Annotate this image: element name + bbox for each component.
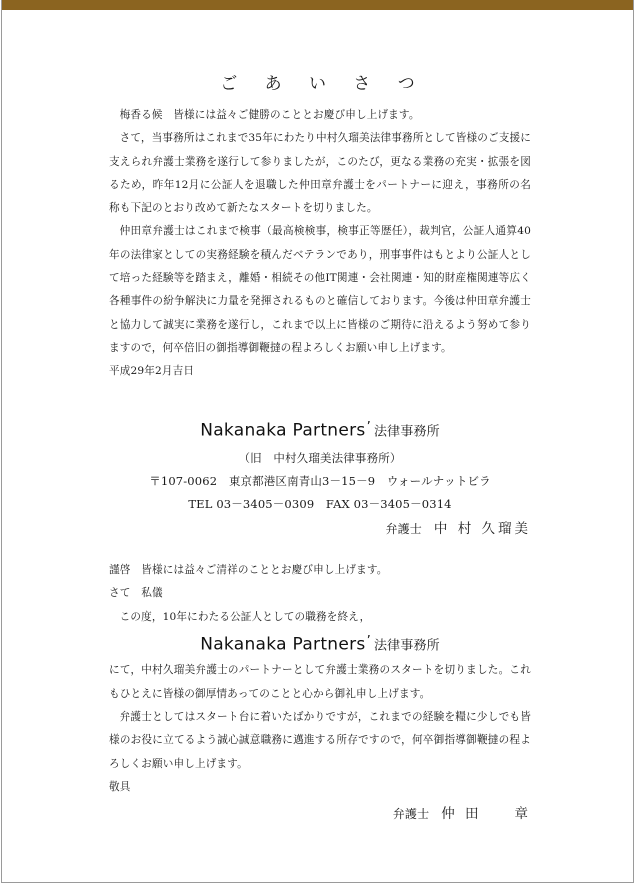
signature-nakada xyxy=(109,799,531,829)
greeting-paragraph: 梅香る候 皆様には益々ご健勝のこととお慶び申し上げます。 xyxy=(119,109,420,121)
firm-suffix: 法律事務所 xyxy=(374,638,440,654)
lawyer-name: 仲 田 章 xyxy=(441,806,531,823)
firm-address: 〒107-0062 東京都港区南青山3－15－9 ウォールナットビラ xyxy=(149,473,491,488)
firm-logo-mark: ’ xyxy=(366,633,372,649)
firm-suffix: 法律事務所 xyxy=(374,424,440,440)
letter-page xyxy=(1,0,634,883)
second-paragraph: にて，中村久瑠美弁護士のパートナーとして弁護士業務のスタートを切りました。これもひとえに皆様の御厚情あってのことと心から御礼申し上げます。 xyxy=(109,664,531,700)
second-paragraph: 弁護士としてはスタート台に着いたばかりですが，これまでの経験を糧に少しでも皆様のお役に立てるよう誠心誠意職務に邁進する所存ですので，何卒御指導御鞭撻の程よろしくお願い申し上げます。 xyxy=(109,711,531,770)
firm-info xyxy=(109,414,531,542)
greeting-section xyxy=(109,104,531,384)
page-title: ご あ い さ つ xyxy=(220,74,426,95)
second-line: この度，10年にわたる公証人としての職務を終え， xyxy=(119,610,371,623)
second-opening: 謹啓 皆様には益々ご清祥のこととお慶び申し上げます。 xyxy=(109,564,388,576)
firm-former-name: （旧 中村久瑠美法律事務所） xyxy=(238,450,402,465)
firm-name xyxy=(109,414,531,447)
lawyer-title: 弁護士 xyxy=(385,521,422,536)
firm-logo-text: Nakanaka Partners xyxy=(200,634,366,655)
closing-word: 敬具 xyxy=(109,780,131,793)
second-greeting-section xyxy=(109,559,531,829)
top-accent-bar xyxy=(2,0,633,10)
signature-nakamura xyxy=(109,516,531,542)
firm-logo-text: Nakanaka Partners xyxy=(200,420,366,441)
lawyer-title: 弁護士 xyxy=(392,807,430,822)
firm-logo-mark: ’ xyxy=(366,420,372,435)
firm-name-inline xyxy=(109,629,531,660)
greeting-paragraph: 仲田章弁護士はこれまで検事（最高検検事，検事正等歴任），裁判官，公証人通算40年の法律家としての実務経験を積んだベテランであり，刑事事件はもとより公証人として培った経験等を踏まえ，離婚・相続その他IT関連・会社関連・知的財産権関連等広く各種事件の紛争解決に力量を発揮されるものと確信しております。今後は仲田章弁護士と協力して誠実に業務を遂行し，これまで以上に皆様のご期待に沿えるよう努めて参りますので，何卒倍旧の御指導御鞭撻の程よろしくお願い申し上げます。 xyxy=(109,225,531,354)
greeting-paragraph: さて，当事務所はこれまで35年にわたり中村久瑠美法律事務所として皆様のご支援に支えられ弁護士業務を遂行して参りましたが，このたび，更なる業務の充実・拡張を図るため，昨年12月に公証人を退職した仲田章弁護士をパートナーに迎え，事務所の名称も下記のとおり改めて新たなスタートを切りました。 xyxy=(109,132,531,215)
second-sender: さて 私儀 xyxy=(109,587,163,600)
lawyer-name: 中 村 久瑠美 xyxy=(433,520,531,537)
firm-contact: TEL 03－3405－0309 FAX 03－3405－0314 xyxy=(188,496,452,511)
letter-date: 平成29年2月吉日 xyxy=(109,365,195,378)
